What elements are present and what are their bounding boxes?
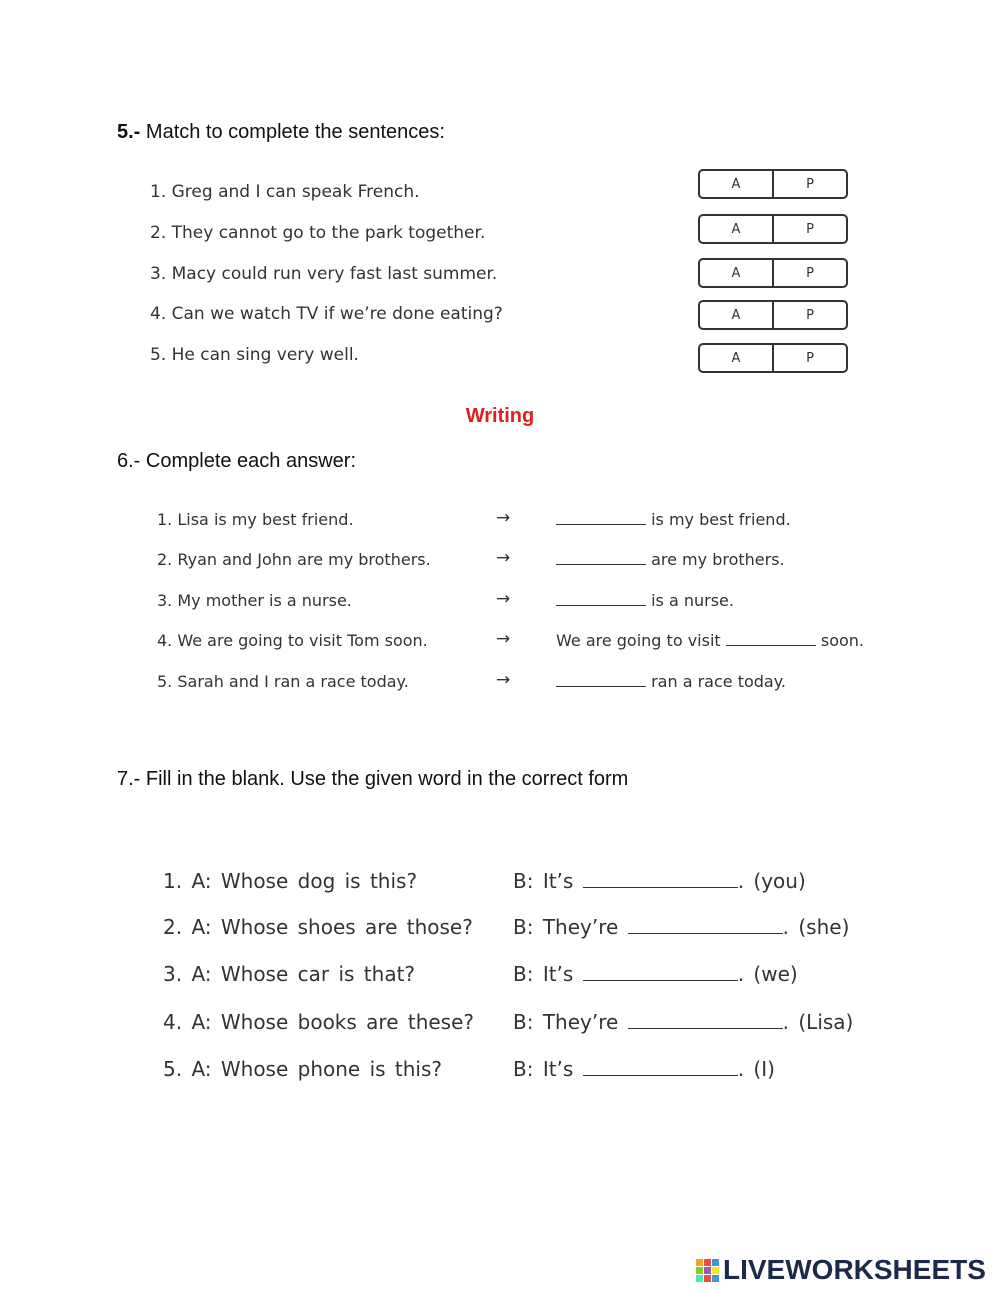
option-a-button[interactable]: A xyxy=(731,221,741,237)
section7-question: 2. A: Whose shoes are those? xyxy=(163,915,473,939)
answer-blank-input[interactable] xyxy=(556,672,646,687)
option-a-button[interactable]: A xyxy=(731,307,741,323)
section7-answer xyxy=(513,869,806,893)
ap-selector xyxy=(698,214,848,244)
section7-answer xyxy=(513,962,798,986)
option-a-button[interactable]: A xyxy=(731,265,741,281)
answer-blank-input[interactable] xyxy=(583,869,738,888)
section5-number: 5.- xyxy=(117,121,141,143)
hint-text: . (Lisa) xyxy=(782,1010,854,1034)
answer-start-text: B: It’s xyxy=(513,962,574,986)
arrow-icon: → xyxy=(496,670,511,690)
arrow-icon: → xyxy=(496,548,511,568)
answer-start-text: B: They’re xyxy=(513,1010,619,1034)
section7-question: 1. A: Whose dog is this? xyxy=(163,869,418,893)
ap-selector xyxy=(698,258,848,288)
answer-start-text: B: They’re xyxy=(513,915,619,939)
section5-title: Match to complete the sentences: xyxy=(145,121,445,143)
ap-selector xyxy=(698,300,848,330)
answer-start-text: B: It’s xyxy=(513,1057,574,1081)
section6-question: 2. Ryan and John are my brothers. xyxy=(157,550,431,569)
section7-question: 5. A: Whose phone is this? xyxy=(163,1057,443,1081)
section7-answer xyxy=(513,1057,775,1081)
ap-selector xyxy=(698,343,848,373)
writing-heading: Writing xyxy=(465,405,535,427)
section6-question: 3. My mother is a nurse. xyxy=(157,591,352,610)
answer-blank-input[interactable] xyxy=(556,510,646,525)
answer-blank-input[interactable] xyxy=(556,591,646,606)
answer-blank-input[interactable] xyxy=(628,915,783,934)
section7-answer xyxy=(513,915,849,939)
match-sentence: 2. They cannot go to the park together. xyxy=(150,223,486,243)
section6-answer xyxy=(556,591,734,610)
arrow-icon: → xyxy=(496,508,511,528)
hint-text: . (she) xyxy=(782,915,850,939)
match-sentence: 3. Macy could run very fast last summer. xyxy=(150,264,498,284)
option-p-button[interactable]: P xyxy=(772,345,846,371)
section7-title: 7.- Fill in the blank. Use the given word in the correct form xyxy=(117,768,629,790)
section6-question: 1. Lisa is my best friend. xyxy=(157,510,354,529)
section6-answer xyxy=(556,631,864,650)
answer-text: We are going to visit xyxy=(556,631,721,650)
section6-answer xyxy=(556,510,791,529)
answer-start-text: B: It’s xyxy=(513,869,574,893)
answer-text: is a nurse. xyxy=(651,591,734,610)
arrow-icon: → xyxy=(496,629,511,649)
liveworksheets-logo xyxy=(696,1254,986,1286)
answer-text: is my best friend. xyxy=(651,510,791,529)
section7-question: 4. A: Whose books are these? xyxy=(163,1010,475,1034)
answer-text: soon. xyxy=(820,631,864,650)
section6-title: 6.- Complete each answer: xyxy=(117,450,357,472)
option-a-button[interactable]: A xyxy=(731,176,741,192)
answer-text: ran a race today. xyxy=(651,672,786,691)
answer-blank-input[interactable] xyxy=(583,1057,738,1076)
option-a-button[interactable]: A xyxy=(731,350,741,366)
hint-text: . (we) xyxy=(737,962,798,986)
section5-heading xyxy=(117,121,445,144)
match-sentence: 5. He can sing very well. xyxy=(150,345,359,365)
ap-selector xyxy=(698,169,848,199)
match-sentence: 4. Can we watch TV if we’re done eating? xyxy=(150,304,503,324)
option-p-button[interactable]: P xyxy=(772,260,846,286)
section7-answer xyxy=(513,1010,853,1034)
match-sentence: 1. Greg and I can speak French. xyxy=(150,182,420,202)
section7-question: 3. A: Whose car is that? xyxy=(163,962,416,986)
hint-text: . (I) xyxy=(737,1057,775,1081)
option-p-button[interactable]: P xyxy=(772,302,846,328)
answer-blank-input[interactable] xyxy=(556,550,646,565)
section6-answer xyxy=(556,672,786,691)
section6-question: 5. Sarah and I ran a race today. xyxy=(157,672,409,691)
hint-text: . (you) xyxy=(737,869,806,893)
answer-blank-input[interactable] xyxy=(628,1010,783,1029)
section6-answer xyxy=(556,550,785,569)
logo-grid-icon xyxy=(696,1259,719,1282)
section6-question: 4. We are going to visit Tom soon. xyxy=(157,631,428,650)
answer-text: are my brothers. xyxy=(651,550,785,569)
answer-blank-input[interactable] xyxy=(726,631,816,646)
option-p-button[interactable]: P xyxy=(772,171,846,197)
answer-blank-input[interactable] xyxy=(583,962,738,981)
logo-text: LIVEWORKSHEETS xyxy=(723,1254,986,1285)
option-p-button[interactable]: P xyxy=(772,216,846,242)
arrow-icon: → xyxy=(496,589,511,609)
